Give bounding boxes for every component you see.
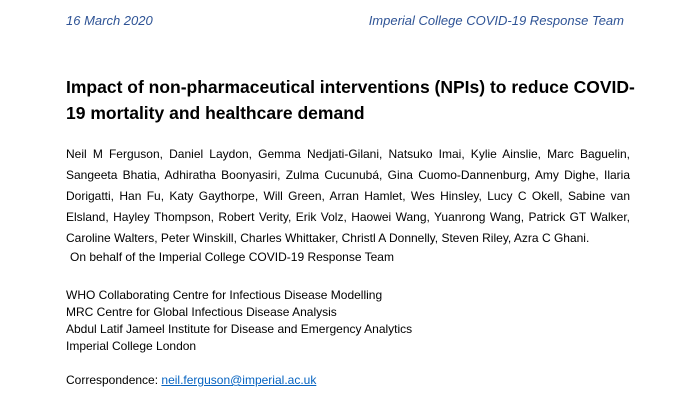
- affiliation-line: WHO Collaborating Centre for Infectious Disease Modelling: [66, 288, 383, 302]
- author-list: Neil M Ferguson, Daniel Laydon, Gemma Nedjati-Gilani, Natsuko Imai, Kylie Ainslie, Marc Baguelin, Sangeeta Bhatia, Adhiratha Boonyasiri, Zulma Cucunubá, Gina Cuomo-Dannenburg, Amy Dighe, Ilaria Dorigatti, Han Fu, Katy Gaythorpe, Will Green, Arran Hamlet, Wes Hinsley, Lucy C Okell, Sabine van Elsland, Hayley Thompson, Robert Verity, Erik Volz, Haowei Wang, Yuanrong Wang, Patrick GT Walker, Caroline Walters, Peter Winskill, Charles Whittaker, Christl A Donnelly, Steven Riley, Azra C Ghani.: [66, 147, 630, 245]
- correspondence: [66, 373, 316, 387]
- affiliations: [66, 287, 412, 355]
- on-behalf-line: On behalf of the Imperial College COVID-19 Response Team: [70, 250, 394, 264]
- affiliation-line: Imperial College London: [66, 339, 197, 353]
- header-date: 16 March 2020: [66, 13, 153, 28]
- affiliation-line: MRC Centre for Global Infectious Disease Analysis: [66, 305, 337, 319]
- paper-title: Impact of non-pharmaceutical interventions (NPIs) to reduce COVID-19 mortality and healthcare demand: [66, 77, 635, 123]
- correspondence-label: Correspondence:: [66, 373, 159, 387]
- header-team: Imperial College COVID-19 Response Team: [368, 13, 624, 28]
- correspondence-email-link[interactable]: neil.ferguson@imperial.ac.uk: [161, 373, 317, 387]
- affiliation-line: Abdul Latif Jameel Institute for Disease and Emergency Analytics: [66, 322, 413, 336]
